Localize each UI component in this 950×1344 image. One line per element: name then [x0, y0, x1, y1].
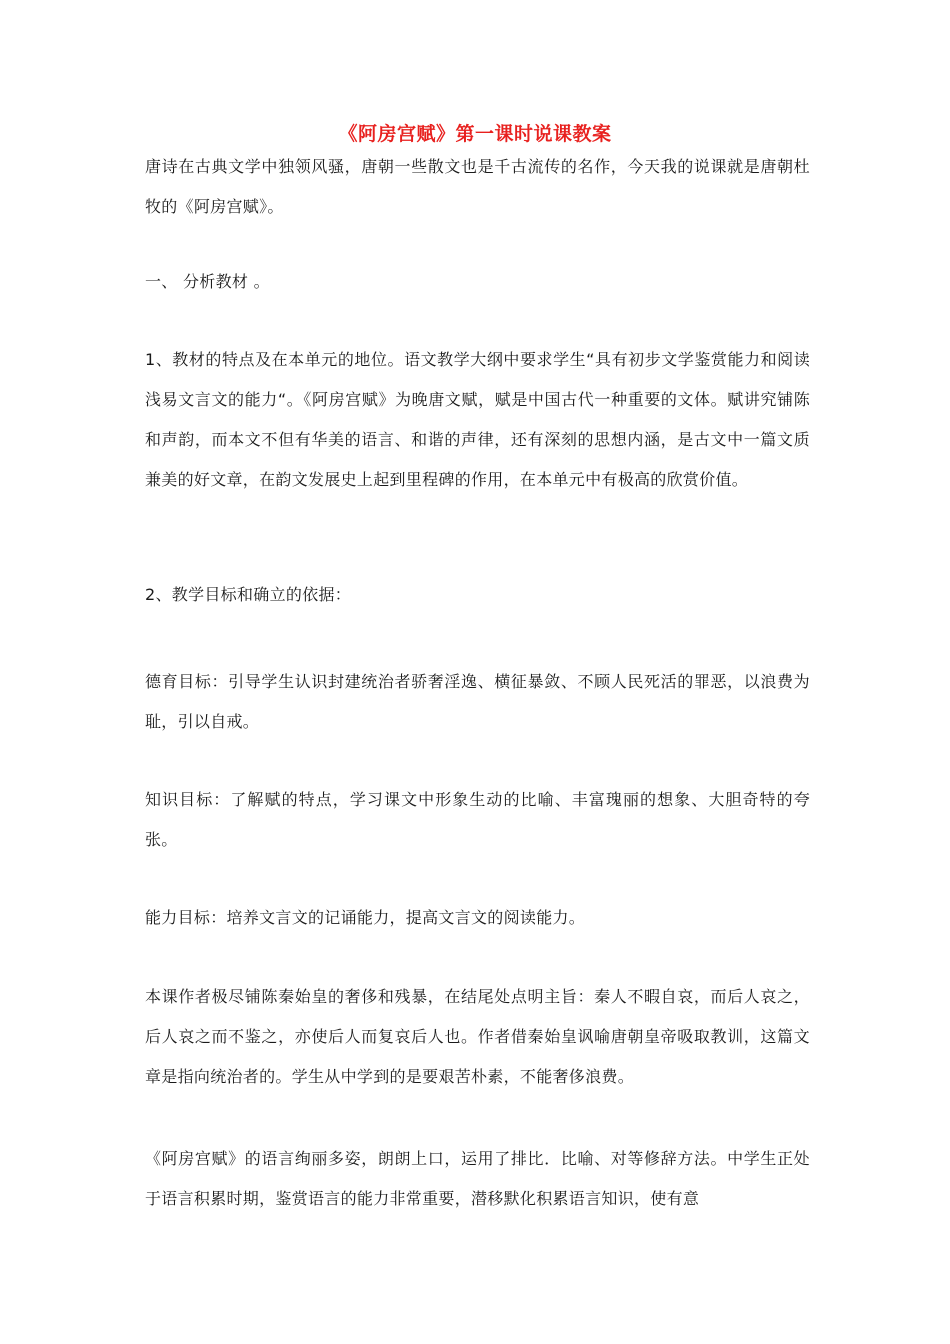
paragraph-ability-goal: 能力目标：培养文言文的记诵能力，提高文言文的阅读能力。: [145, 908, 586, 927]
paragraph-knowledge-goal: 知识目标：了解赋的特点，学习课文中形象生动的比喻、丰富瑰丽的想象、大胆奇特的夸张。: [145, 790, 810, 849]
paragraph-theme: 本课作者极尽铺陈秦始皇的奢侈和残暴，在结尾处点明主旨：秦人不暇自哀，而后人哀之，后人哀之而不鉴之，亦使后人而复哀后人也。作者借秦始皇讽喻唐朝皇帝吸取教训，这篇文章是指向统治者的。学生从中学到的是要艰苦朴素，不能奢侈浪费。: [145, 987, 810, 1086]
paragraph-material-features: 1、教材的特点及在本单元的地位。语文教学大纲中要求学生“具有初步文学鉴赏能力和阅读浅易文言文的能力“。《阿房宫赋》为晚唐文赋，赋是中国古代一种重要的文体。赋讲究铺陈和声韵，而本文不但有华美的语言、和谐的声律，还有深刻的思想内涵，是古文中一篇文质兼美的好文章，在韵文发展史上起到里程碑的作用，在本单元中有极高的欣赏价值。: [145, 350, 810, 489]
document-title: 《阿房宫赋》第一课时说课教案: [338, 123, 612, 145]
section-heading-analysis: 一、 分析教材 。: [145, 272, 270, 291]
paragraph-teaching-goals-heading: 2、教学目标和确立的依据：: [145, 585, 352, 604]
paragraph-language: 《阿房宫赋》的语言绚丽多姿，朗朗上口，运用了排比．比喻、对等修辞方法。中学生正处于语言积累时期，鉴赏语言的能力非常重要，潜移默化积累语言知识，使有意: [145, 1149, 810, 1208]
intro-paragraph: 唐诗在古典文学中独领风骚，唐朝一些散文也是千古流传的名作，今天我的说课就是唐朝杜牧的《阿房宫赋》。: [145, 157, 810, 216]
paragraph-moral-goal: 德育目标：引导学生认识封建统治者骄奢淫逸、横征暴敛、不顾人民死活的罪恶，以浪费为耻，引以自戒。: [145, 672, 810, 731]
